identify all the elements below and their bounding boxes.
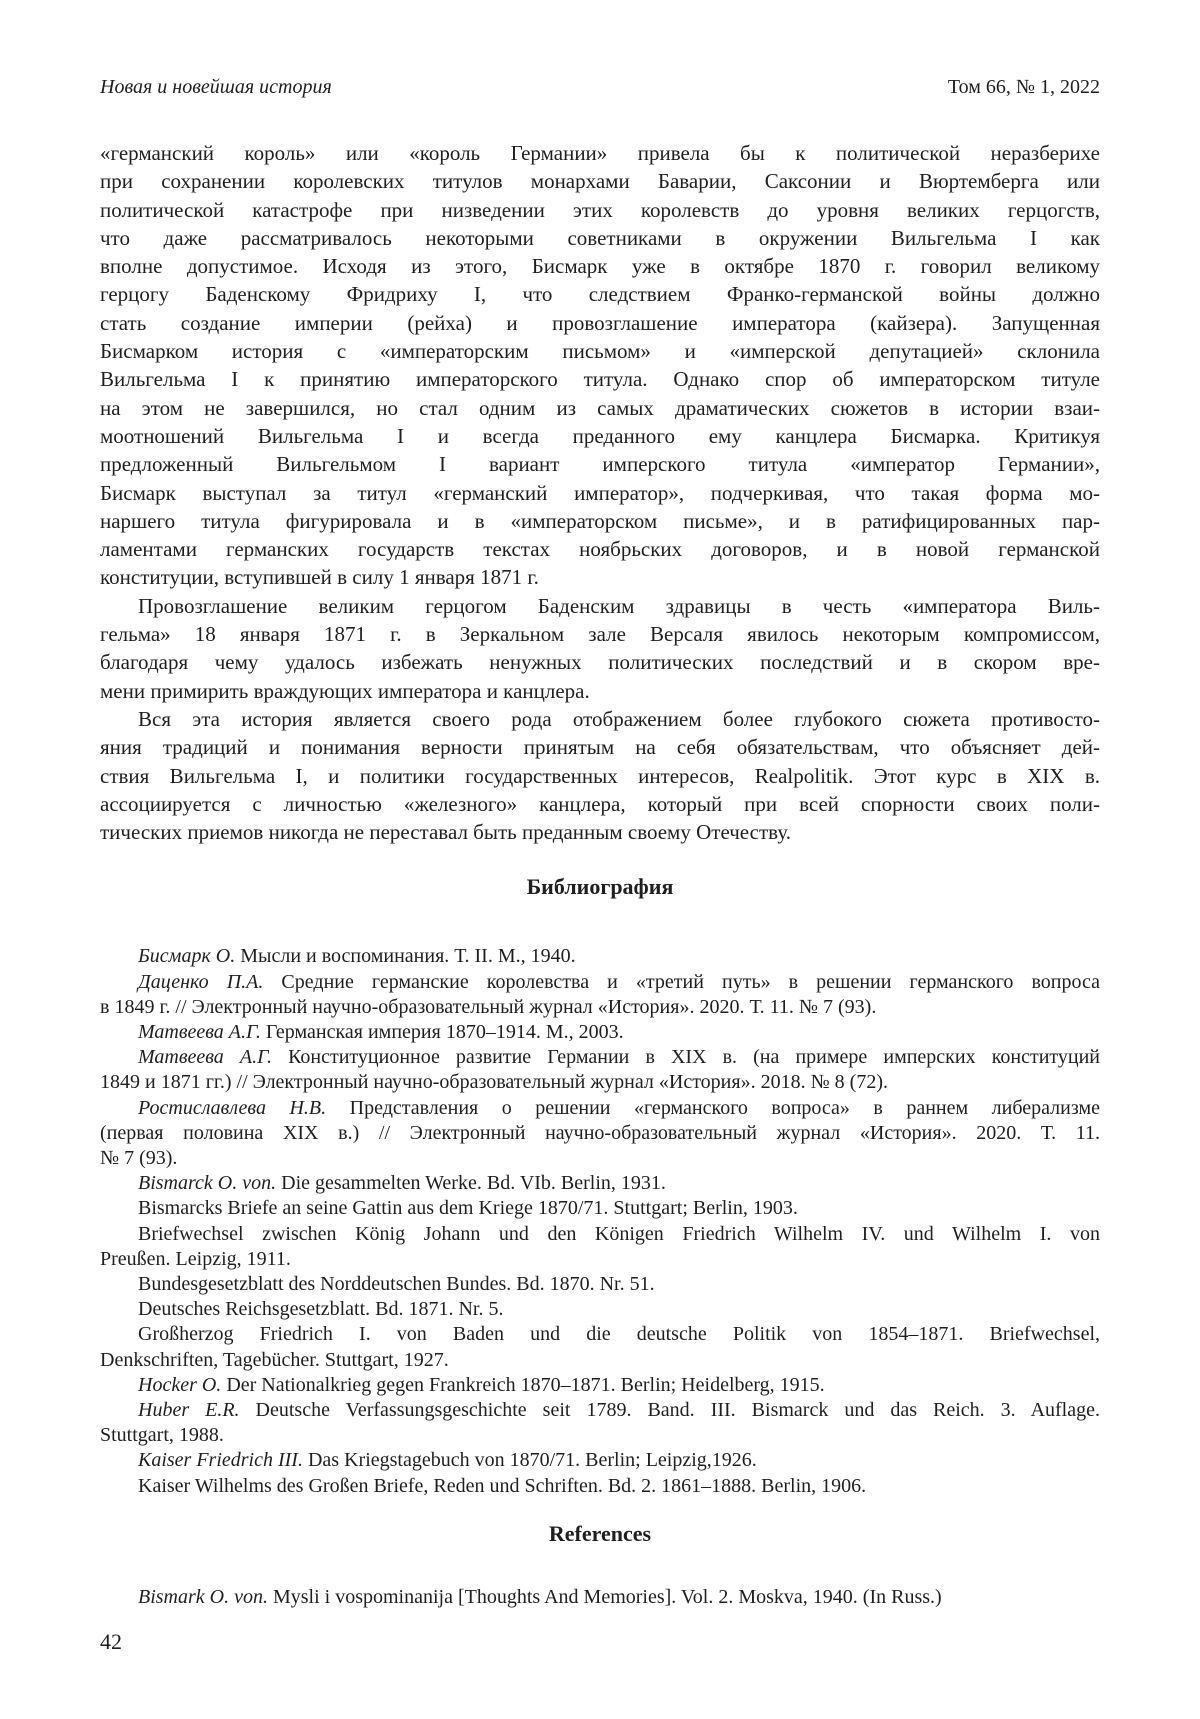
text-line: Матвеева А.Г. Конституционное развитие Германии в XIX в. (на примере имперских конституций: [138, 1046, 1101, 1069]
text-line: Bismarcks Briefe an seine Gattin aus dem Kriege 1870/71. Stuttgart; Berlin, 1903.: [138, 1197, 798, 1220]
author-name: Матвеева А.Г.: [138, 1046, 272, 1069]
author-name: Bismark O. von.: [138, 1585, 268, 1608]
text-line: Großherzog Friedrich I. von Baden und die deutsche Politik von 1854–1871. Briefwechsel,: [138, 1323, 1100, 1346]
paragraph: [100, 592, 1100, 705]
text-line: Preußen. Leipzig, 1911.: [100, 1247, 291, 1270]
text-line: Бисмарк выступал за титул «германский император», подчеркивая, что такая форма мо-: [100, 480, 1100, 505]
text-line: Denkschriften, Tagebücher. Stuttgart, 1927.: [100, 1348, 449, 1371]
author-name: Huber E.R.: [138, 1399, 240, 1422]
paragraph: [100, 705, 1100, 846]
author-name: Даценко П.А.: [138, 970, 264, 993]
bibliography-entry: [100, 1045, 1100, 1095]
text-line: гельма» 18 января 1871 г. в Зеркальном зале Версаля явилось некоторым компромиссом,: [100, 622, 1100, 647]
text-line: Deutsches Reichsgesetzblatt. Bd. 1871. Nr. 5.: [138, 1298, 504, 1321]
text-line: моотношений Вильгельма I и всегда преданного ему канцлера Бисмарка. Критикуя: [100, 423, 1100, 448]
bibliography-entry: [100, 1222, 1100, 1272]
journal-title: Новая и новейшая история: [100, 76, 332, 98]
references-heading: References: [548, 1520, 652, 1546]
text-line: тических приемов никогда не переставал быть преданным своему Отечеству.: [100, 820, 791, 845]
reference-entry: [100, 1585, 1100, 1610]
references-entries: [100, 1585, 1100, 1610]
text-line: на этом не завершился, но стал одним из самых драматических сюжетов в истории взаи-: [100, 395, 1100, 420]
text-line: что даже рассматривалось некоторыми советниками в окружении Вильгельма I как: [100, 225, 1100, 250]
text-line: Hocker O. Der Nationalkrieg gegen Frankreich 1870–1871. Berlin; Heidelberg, 1915.: [138, 1373, 825, 1396]
text-line: Провозглашение великим герцогом Баденским здравицы в честь «императора Виль-: [138, 593, 1100, 618]
author-name: Ростиславлева Н.В.: [138, 1096, 327, 1119]
text-line: Briefwechsel zwischen König Johann und den Königen Friedrich Wilhelm IV. und Wilhelm I. von: [138, 1222, 1100, 1245]
text-line: Вся эта история является своего рода отображением более глубокого сюжета противосто-: [138, 706, 1100, 731]
bibliography-entry: [100, 1297, 1100, 1322]
issue-info: Том 66, № 1, 2022: [947, 76, 1100, 98]
text-line: в 1849 г. // Электронный научно-образовательный журнал «История». 2020. Т. 11. № 7 (93).: [100, 995, 877, 1018]
article-body: [100, 139, 1100, 846]
bibliography-entry: [100, 1272, 1100, 1297]
page-number: 42: [100, 1629, 122, 1654]
text-line: Даценко П.А. Средние германские королевства и «третий путь» в решении германского вопроса: [138, 970, 1100, 993]
text-line: Бисмарк О. Мысли и воспоминания. Т. II. М., 1940.: [138, 945, 576, 968]
bibliography-entry: [100, 970, 1100, 1020]
text-line: Бисмарком история с «императорским письмом» и «имперской депутацией» склонила: [100, 339, 1100, 364]
running-head: [100, 0, 1100, 99]
text-line: Матвеева А.Г. Германская империя 1870–1914. М., 2003.: [138, 1021, 624, 1044]
text-line: ствия Вильгельма I, и политики государственных интересов, Realpolitik. Этот курс в XIX в.: [100, 763, 1100, 788]
text-line: конституции, вступившей в силу 1 января 1871 г.: [100, 565, 539, 590]
text-line: Bundesgesetzblatt des Norddeutschen Bundes. Bd. 1870. Nr. 51.: [138, 1273, 655, 1296]
text-line: вполне допустимое. Исходя из этого, Бисмарк уже в октябре 1870 г. говорил великому: [100, 254, 1100, 279]
bibliography-entry: [100, 1448, 1100, 1473]
text-line: Kaiser Friedrich III. Das Kriegstagebuch von 1870/71. Berlin; Leipzig,1926.: [138, 1449, 757, 1472]
text-line: яния традиций и понимания верности принятым на себя обязательствам, что объясняет дей-: [100, 735, 1100, 760]
text-line: предложенный Вильгельмом I вариант имперского титула «император Германии»,: [100, 452, 1100, 477]
text-line: 1849 и 1871 гг.) // Электронный научно-образовательный журнал «История». 2018. № 8 (72).: [100, 1071, 888, 1094]
bibliography-entry: [100, 1398, 1100, 1448]
paragraph: [100, 139, 1100, 592]
bibliography-entry: [100, 1020, 1100, 1045]
text-line: Ростиславлева Н.В. Представления о решении «германского вопроса» в раннем либерализме: [138, 1096, 1100, 1119]
bibliography-entry: [100, 1096, 1100, 1172]
author-name: Hocker O.: [138, 1373, 222, 1396]
text-line: наршего титула фигурировала и в «императорском письме», и в ратифицированных пар-: [100, 508, 1100, 533]
bibliography-entry: [100, 1474, 1100, 1499]
text-line: (первая половина XIX в.) // Электронный научно-образовательный журнал «История». 2020. Т. 11.: [100, 1121, 1100, 1144]
text-line: мени примирить враждующих императора и канцлера.: [100, 678, 590, 703]
text-line: Stuttgart, 1988.: [100, 1424, 224, 1447]
text-line: «германский король» или «король Германии» привела бы к политической неразберихе: [100, 141, 1100, 165]
text-line: политической катастрофе при низведении этих королевств до уровня великих герцогств,: [100, 197, 1100, 222]
bibliography-entry: [100, 1196, 1100, 1221]
text-line: Kaiser Wilhelms des Großen Briefe, Reden und Schriften. Bd. 2. 1861–1888. Berlin, 1906.: [138, 1474, 867, 1497]
text-line: ассоциируется с личностью «железного» канцлера, который при всей спорности своих поли-: [100, 791, 1100, 816]
bibliography-entry: [100, 1373, 1100, 1398]
author-name: Bismarck O. von.: [138, 1172, 277, 1195]
text-line: Bismark O. von. Mysli i vospominanija [Thoughts And Memories]. Vol. 2. Moskva, 1940. (In Russ.): [138, 1585, 942, 1608]
author-name: Матвеева А.Г.: [138, 1021, 261, 1044]
bibliography-entry: [100, 1322, 1100, 1372]
text-line: ламентами германских государств текстах ноябрьских договоров, и в новой германской: [100, 537, 1100, 562]
text-line: Вильгельма I к принятию императорского титула. Однако спор об императорском титуле: [100, 367, 1100, 392]
text-line: стать создание империи (рейха) и провозглашение императора (кайзера). Запущенная: [100, 310, 1100, 335]
bibliography-entry: [100, 944, 1100, 969]
text-line: № 7 (93).: [100, 1147, 178, 1170]
author-name: Kaiser Friedrich III.: [138, 1449, 303, 1472]
text-line: герцогу Баденскому Фридриху I, что следствием Франко-германской войны должно: [100, 282, 1100, 307]
bibliography-entries: [100, 944, 1100, 1498]
author-name: Бисмарк О.: [138, 945, 236, 968]
text-line: при сохранении королевских титулов монархами Баварии, Саксонии и Вюртемберга или: [100, 169, 1100, 194]
bibliography-entry: [100, 1171, 1100, 1196]
text-line: Huber E.R. Deutsche Verfassungsgeschichte seit 1789. Band. III. Bismarck und das Reich. 3. Auflage.: [138, 1399, 1100, 1422]
bibliography-heading: Библиография: [526, 874, 674, 900]
text-line: благодаря чему удалось избежать ненужных политических последствий и в скором вре-: [100, 650, 1100, 675]
text-line: Bismarck O. von. Die gesammelten Werke. Bd. VIb. Berlin, 1931.: [138, 1172, 666, 1195]
